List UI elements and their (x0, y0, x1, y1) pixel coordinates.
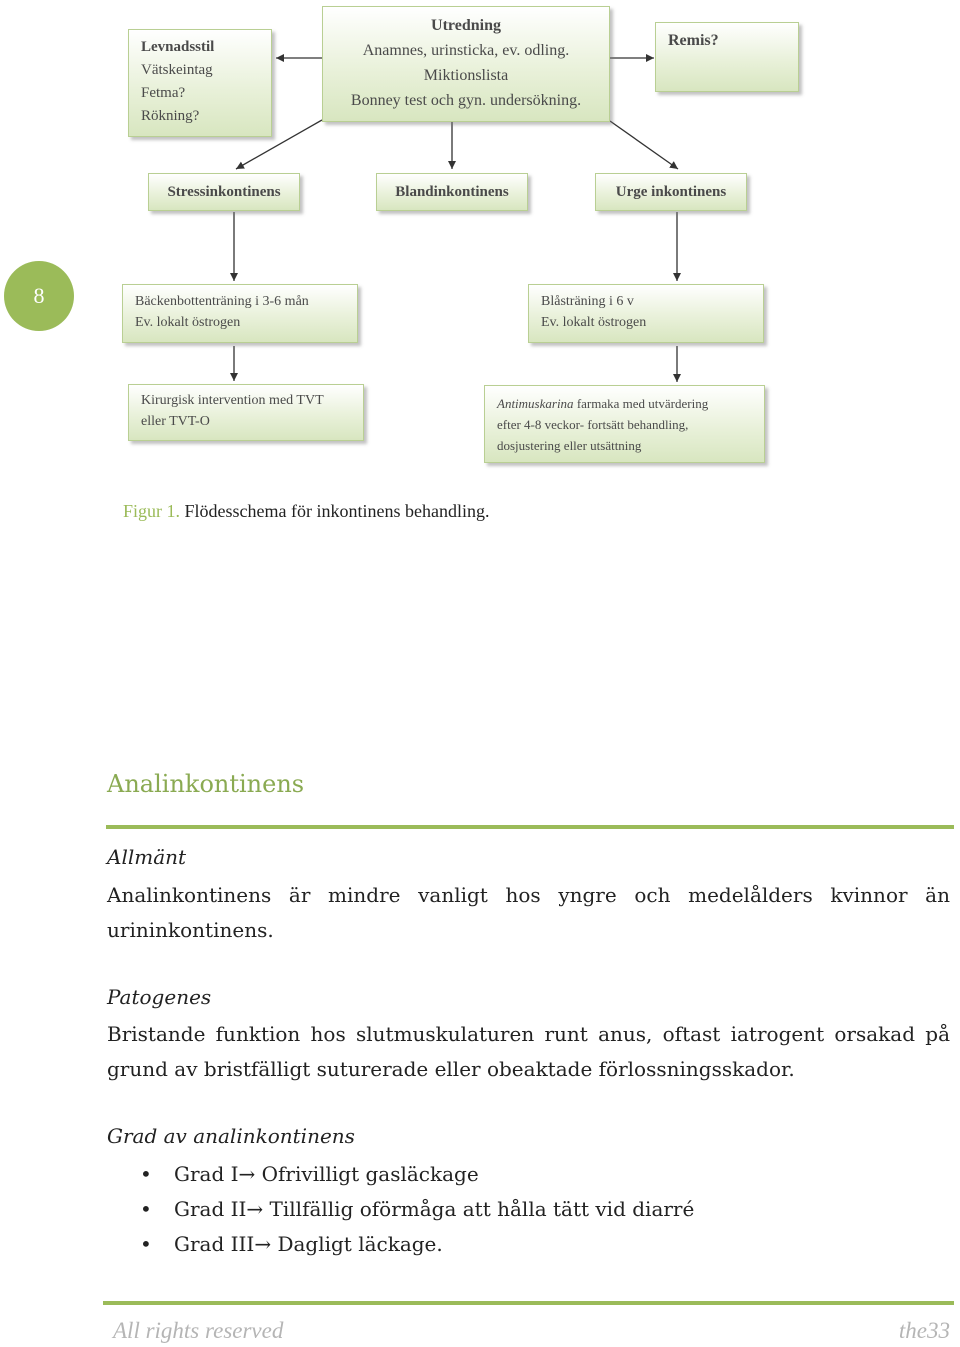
grad-list (140, 1157, 694, 1262)
footer-rights: All rights reserved (113, 1318, 284, 1343)
page-number-badge: 8 (4, 261, 74, 331)
list-item (140, 1157, 694, 1192)
backenbotten-line: Ev. lokalt östrogen (135, 315, 241, 330)
list-item-text: Grad II→ Tillfällig oförmåga att hålla tätt vid diarré (174, 1197, 695, 1221)
figure-caption-text: Flödesschema för inkontinens behandling. (180, 501, 490, 521)
list-item (140, 1227, 694, 1262)
heading-patogenes: Patogenes (107, 985, 212, 1009)
footer-author: the33 (898, 1318, 950, 1343)
levnadsstil-line: Rökning? (141, 108, 200, 124)
paragraph-line: urininkontinens. (107, 918, 274, 942)
box-kirurgisk-intervention (128, 384, 364, 441)
antimuskarina-line (497, 393, 752, 414)
utredning-title: Utredning (431, 17, 501, 34)
kirurgisk-line: eller TVT-O (141, 414, 210, 429)
utredning-line: Miktionslista (423, 67, 509, 84)
levnadsstil-title: Levnadsstil (141, 39, 215, 55)
figure-caption (123, 501, 489, 522)
blastraning-line: Ev. lokalt östrogen (541, 315, 647, 330)
list-item (140, 1192, 694, 1227)
footer-rule (103, 1301, 954, 1305)
utredning-line: Bonney test och gyn. undersökning. (350, 92, 582, 109)
levnadsstil-line: Vätskeintag (141, 62, 213, 78)
antimuskarina-line: dosjustering eller utsättning (497, 438, 642, 453)
bland-label: Blandinkontinens (395, 183, 509, 200)
box-urge-inkontinens (595, 173, 747, 211)
stress-label: Stressinkontinens (167, 183, 281, 200)
backenbotten-line: Bäckenbottenträning i 3-6 mån (135, 294, 309, 309)
box-utredning (322, 6, 610, 122)
box-remis (655, 22, 799, 92)
section-title: Analinkontinens (107, 770, 305, 798)
paragraph-line: Analinkontinens är mindre vanligt hos yngre och medelålders kvinnor än (107, 883, 950, 907)
box-levnadsstil (128, 29, 272, 137)
bullet: • (140, 1162, 152, 1186)
box-backenbottentraning (122, 284, 358, 343)
paragraph-patogenes (107, 1017, 950, 1087)
paragraph-allmant (107, 878, 950, 948)
bullet: • (140, 1197, 152, 1221)
list-item-text: Grad III→ Dagligt läckage. (174, 1232, 443, 1256)
arrow-to-urge (610, 121, 678, 169)
list-item-text: Grad I→ Ofrivilligt gasläckage (174, 1162, 479, 1186)
section-rule (106, 825, 954, 829)
remis-label: Remis? (668, 32, 719, 49)
levnadsstil-line: Fetma? (141, 85, 186, 101)
utredning-line: Anamnes, urinsticka, ev. odling. (362, 42, 570, 59)
box-stressinkontinens (148, 173, 300, 211)
box-antimuskarina (484, 385, 765, 463)
urge-label: Urge inkontinens (615, 183, 727, 200)
antimuskarina-emphasis: Antimuskarina (497, 396, 574, 411)
paragraph-line: Bristande funktion hos slutmuskulaturen runt anus, oftast iatrogent orsakad på (107, 1022, 950, 1046)
bullet: • (140, 1232, 152, 1256)
paragraph-line: grund av bristfälligt suturerade eller obeaktade förlossningsskador. (107, 1057, 795, 1081)
heading-allmant: Allmänt (107, 845, 187, 869)
blastraning-line: Blåsträning i 6 v (541, 294, 634, 309)
box-blandinkontinens (376, 173, 528, 211)
figure-label: Figur 1. (123, 501, 181, 521)
antimuskarina-line1-rest: farmaka med utvärdering (573, 396, 709, 411)
kirurgisk-line: Kirurgisk intervention med TVT (141, 393, 324, 408)
heading-grad: Grad av analinkontinens (107, 1124, 355, 1148)
box-blastraning (528, 284, 764, 343)
antimuskarina-line: efter 4-8 veckor- fortsätt behandling, (497, 417, 689, 432)
